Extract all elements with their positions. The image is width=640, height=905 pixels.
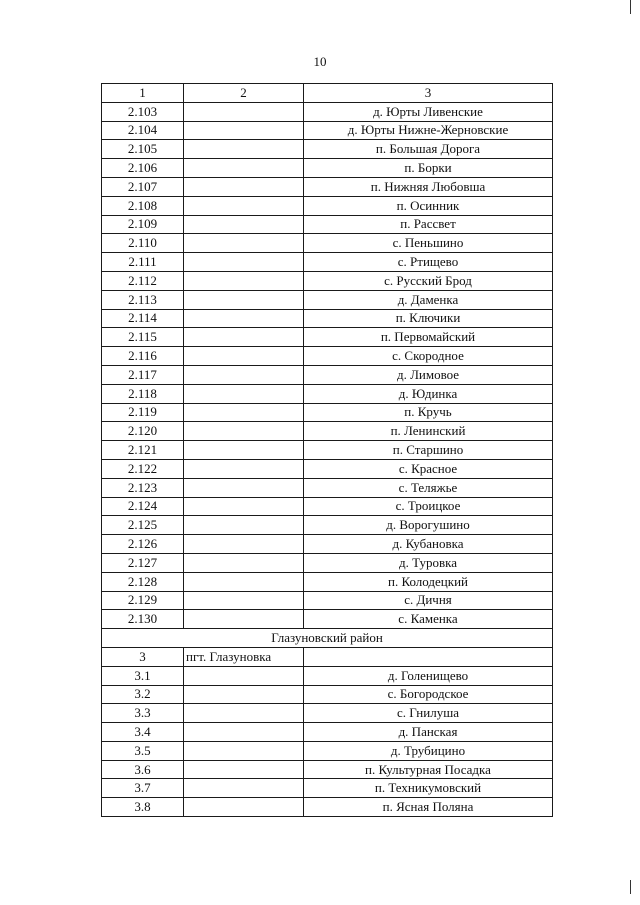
- table-row: [102, 422, 553, 441]
- table-row: [102, 309, 553, 328]
- settlement-name-cell: д. Юрты Нижне-Жерновские: [304, 121, 553, 140]
- district-center-cell: [184, 535, 304, 554]
- row-number-cell: 3.1: [102, 666, 184, 685]
- district-center-cell: [184, 685, 304, 704]
- header-col-2: 2: [184, 84, 304, 103]
- settlement-name-cell: с. Скородное: [304, 347, 553, 366]
- table-row: [102, 234, 553, 253]
- settlement-name-cell: д. Кубановка: [304, 535, 553, 554]
- row-number-cell: 2.106: [102, 159, 184, 178]
- row-number-cell: 2.123: [102, 478, 184, 497]
- table-row: [102, 760, 553, 779]
- settlement-name-cell: с. Дичня: [304, 591, 553, 610]
- settlement-name-cell: п. Ключики: [304, 309, 553, 328]
- table-body: [102, 102, 553, 816]
- row-number-cell: 2.105: [102, 140, 184, 159]
- row-number-cell: 2.125: [102, 516, 184, 535]
- district-center-cell: [184, 741, 304, 760]
- settlement-name-cell: п. Борки: [304, 159, 553, 178]
- table-row: [102, 290, 553, 309]
- settlement-name-cell: п. Рассвет: [304, 215, 553, 234]
- table-row: [102, 253, 553, 272]
- settlements-table: [101, 83, 553, 817]
- district-center-cell: [184, 215, 304, 234]
- row-number-cell: 2.128: [102, 572, 184, 591]
- settlement-name-cell: п. Ленинский: [304, 422, 553, 441]
- table-row: [102, 271, 553, 290]
- district-center-cell: [184, 159, 304, 178]
- district-center-cell: [184, 365, 304, 384]
- row-number-cell: 2.124: [102, 497, 184, 516]
- district-center-cell: [184, 290, 304, 309]
- row-number-cell: 2.122: [102, 459, 184, 478]
- table-row: [102, 328, 553, 347]
- row-number-cell: 2.121: [102, 441, 184, 460]
- row-number-cell: 2.116: [102, 347, 184, 366]
- row-number-cell: 3: [102, 647, 184, 666]
- district-center-cell: [184, 704, 304, 723]
- district-center-cell: пгт. Глазуновка: [184, 647, 304, 666]
- table-row: [102, 798, 553, 817]
- row-number-cell: 2.114: [102, 309, 184, 328]
- table-row: [102, 177, 553, 196]
- row-number-cell: 2.117: [102, 365, 184, 384]
- district-center-cell: [184, 309, 304, 328]
- district-center-cell: [184, 403, 304, 422]
- settlement-name-cell: с. Теляжье: [304, 478, 553, 497]
- header-row: [102, 84, 553, 103]
- district-center-cell: [184, 347, 304, 366]
- table-row: [102, 140, 553, 159]
- row-number-cell: 3.3: [102, 704, 184, 723]
- settlement-name-cell: с. Красное: [304, 459, 553, 478]
- table-row: [102, 478, 553, 497]
- page-number: 10: [313, 54, 327, 69]
- row-number-cell: 3.5: [102, 741, 184, 760]
- section-title: Глазуновский район: [102, 629, 553, 648]
- table-row: [102, 779, 553, 798]
- table-row: [102, 591, 553, 610]
- settlement-name-cell: п. Кручь: [304, 403, 553, 422]
- district-center-cell: [184, 497, 304, 516]
- settlement-name-cell: д. Юдинка: [304, 384, 553, 403]
- row-number-cell: 2.103: [102, 102, 184, 121]
- scan-edge-mark-top: [630, 0, 631, 14]
- settlement-name-cell: д. Юрты Ливенские: [304, 102, 553, 121]
- district-center-cell: [184, 610, 304, 629]
- header-col-1: 1: [102, 84, 184, 103]
- row-number-cell: 2.108: [102, 196, 184, 215]
- district-center-cell: [184, 422, 304, 441]
- district-center-cell: [184, 140, 304, 159]
- row-number-cell: 2.127: [102, 553, 184, 572]
- district-center-cell: [184, 196, 304, 215]
- district-center-cell: [184, 121, 304, 140]
- settlement-name-cell: с. Троицкое: [304, 497, 553, 516]
- table-row: [102, 610, 553, 629]
- row-number-cell: 2.109: [102, 215, 184, 234]
- row-number-cell: 3.6: [102, 760, 184, 779]
- table-row: [102, 403, 553, 422]
- settlement-name-cell: д. Ворогушино: [304, 516, 553, 535]
- settlement-name-cell: п. Техникумовский: [304, 779, 553, 798]
- row-number-cell: 2.111: [102, 253, 184, 272]
- settlement-name-cell: п. Большая Дорога: [304, 140, 553, 159]
- settlement-name-cell: д. Лимовое: [304, 365, 553, 384]
- row-number-cell: 3.8: [102, 798, 184, 817]
- table-row: [102, 741, 553, 760]
- row-number-cell: 2.104: [102, 121, 184, 140]
- table-row: [102, 497, 553, 516]
- row-number-cell: 3.4: [102, 723, 184, 742]
- table-row: [102, 365, 553, 384]
- district-center-cell: [184, 253, 304, 272]
- scan-edge-mark-bottom: [630, 880, 631, 894]
- settlement-name-cell: [304, 647, 553, 666]
- row-number-cell: 2.119: [102, 403, 184, 422]
- row-number-cell: 2.118: [102, 384, 184, 403]
- table-row: [102, 459, 553, 478]
- row-number-cell: 2.120: [102, 422, 184, 441]
- district-center-cell: [184, 271, 304, 290]
- district-center-cell: [184, 384, 304, 403]
- table-row: [102, 666, 553, 685]
- table-row: [102, 516, 553, 535]
- header-col-3: 3: [304, 84, 553, 103]
- settlement-name-cell: д. Голенищево: [304, 666, 553, 685]
- settlement-name-cell: с. Каменка: [304, 610, 553, 629]
- table-row: [102, 347, 553, 366]
- table-row: [102, 723, 553, 742]
- settlement-name-cell: с. Русский Брод: [304, 271, 553, 290]
- district-center-cell: [184, 328, 304, 347]
- section-row: [102, 629, 553, 648]
- district-center-cell: [184, 459, 304, 478]
- district-center-cell: [184, 553, 304, 572]
- row-number-cell: 2.107: [102, 177, 184, 196]
- table-header: [102, 84, 553, 103]
- table-row: [102, 647, 553, 666]
- settlement-name-cell: п. Первомайский: [304, 328, 553, 347]
- table-row: [102, 572, 553, 591]
- settlement-name-cell: п. Колодецкий: [304, 572, 553, 591]
- table-row: [102, 215, 553, 234]
- district-center-cell: [184, 591, 304, 610]
- settlement-name-cell: с. Пеньшино: [304, 234, 553, 253]
- district-center-cell: [184, 798, 304, 817]
- district-center-cell: [184, 441, 304, 460]
- settlement-name-cell: с. Ртищево: [304, 253, 553, 272]
- table-row: [102, 159, 553, 178]
- district-center-cell: [184, 234, 304, 253]
- row-number-cell: 2.115: [102, 328, 184, 347]
- table-row: [102, 553, 553, 572]
- table-row: [102, 102, 553, 121]
- row-number-cell: 3.2: [102, 685, 184, 704]
- table-row: [102, 121, 553, 140]
- settlement-name-cell: д. Туровка: [304, 553, 553, 572]
- district-center-cell: [184, 760, 304, 779]
- row-number-cell: 3.7: [102, 779, 184, 798]
- row-number-cell: 2.113: [102, 290, 184, 309]
- settlement-name-cell: п. Ясная Поляна: [304, 798, 553, 817]
- row-number-cell: 2.110: [102, 234, 184, 253]
- district-center-cell: [184, 666, 304, 685]
- table-row: [102, 685, 553, 704]
- district-center-cell: [184, 478, 304, 497]
- row-number-cell: 2.126: [102, 535, 184, 554]
- settlement-name-cell: д. Трубицино: [304, 741, 553, 760]
- district-center-cell: [184, 779, 304, 798]
- table-row: [102, 535, 553, 554]
- row-number-cell: 2.112: [102, 271, 184, 290]
- district-center-cell: [184, 516, 304, 535]
- district-center-cell: [184, 572, 304, 591]
- table-row: [102, 196, 553, 215]
- table-row: [102, 384, 553, 403]
- settlement-name-cell: д. Панская: [304, 723, 553, 742]
- district-center-cell: [184, 102, 304, 121]
- table-row: [102, 704, 553, 723]
- table-row: [102, 441, 553, 460]
- settlement-name-cell: п. Культурная Посадка: [304, 760, 553, 779]
- district-center-cell: [184, 723, 304, 742]
- settlement-name-cell: д. Даменка: [304, 290, 553, 309]
- settlement-name-cell: п. Осинник: [304, 196, 553, 215]
- settlement-name-cell: п. Старшино: [304, 441, 553, 460]
- row-number-cell: 2.130: [102, 610, 184, 629]
- district-center-cell: [184, 177, 304, 196]
- settlement-name-cell: с. Гнилуша: [304, 704, 553, 723]
- settlement-name-cell: с. Богородское: [304, 685, 553, 704]
- row-number-cell: 2.129: [102, 591, 184, 610]
- settlement-name-cell: п. Нижняя Любовша: [304, 177, 553, 196]
